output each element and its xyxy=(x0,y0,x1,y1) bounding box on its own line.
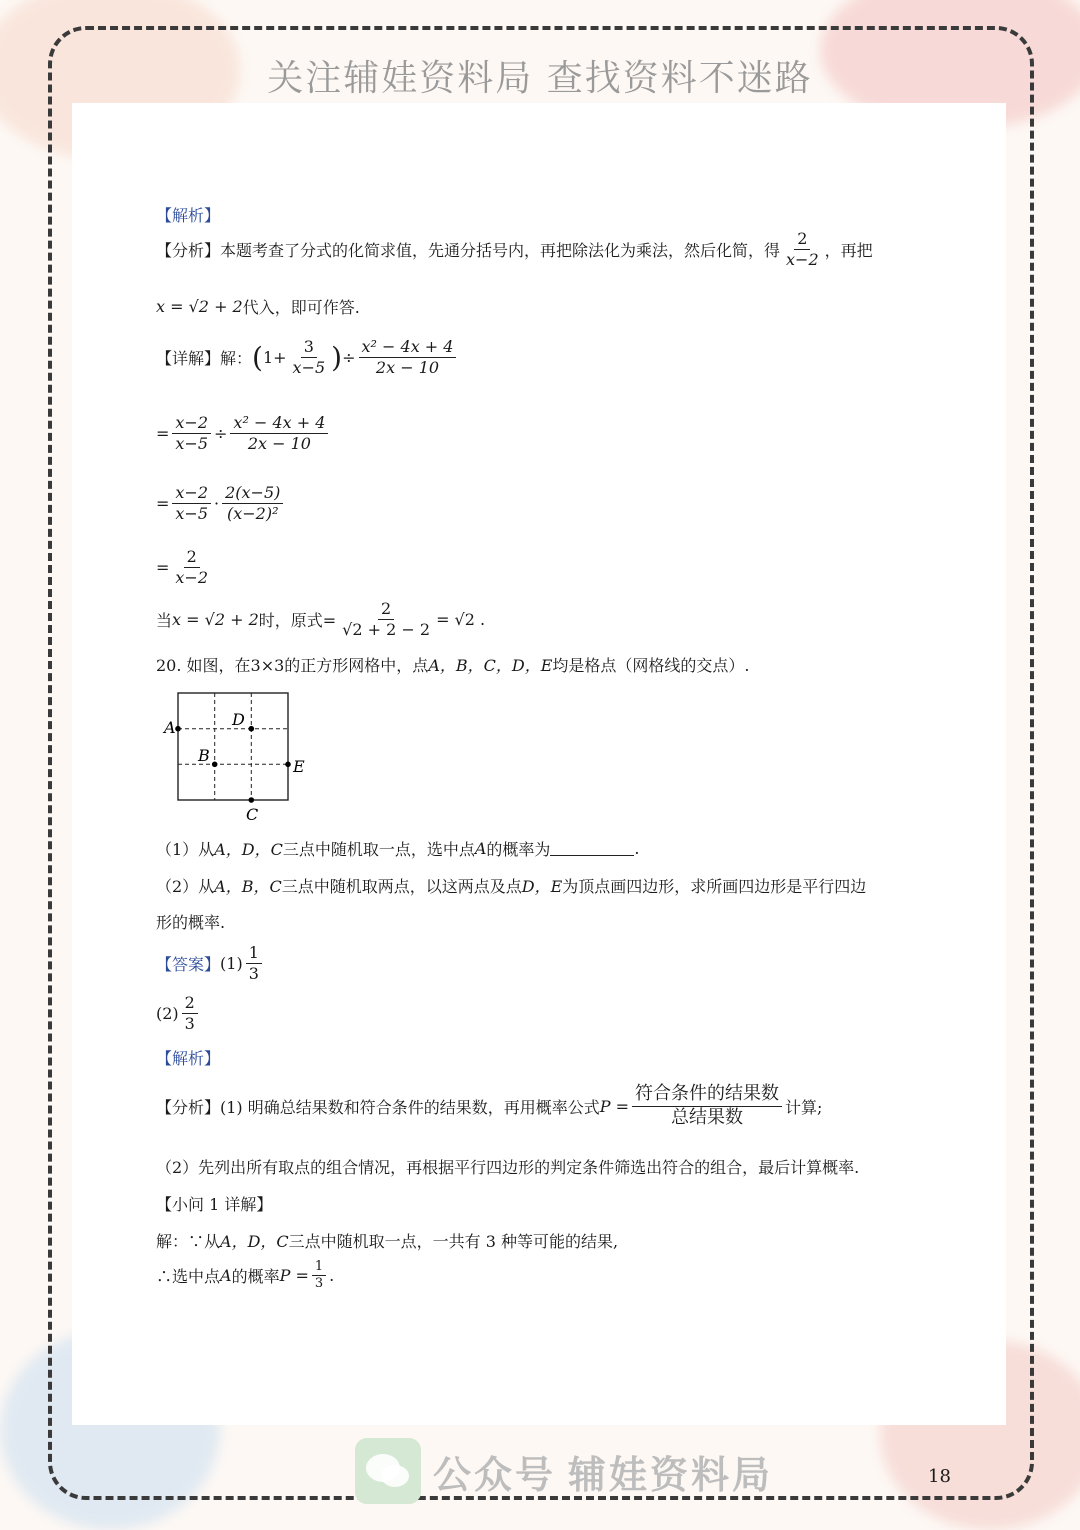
fraction: $\frac{\text{x² − 4x + 4}}{2x - 10}$ xyxy=(359,337,457,378)
point-b xyxy=(212,762,218,768)
page-number: 18 xyxy=(928,1466,951,1487)
fraction: $\frac{1}{3}$ xyxy=(312,1259,326,1293)
analysis-line xyxy=(156,295,360,318)
fraction: $\frac{\text{x² − 4x + 4}}{2x - 10}$ xyxy=(230,413,328,454)
analysis-text: 代入，即可作答. xyxy=(242,298,360,317)
solution-line: = $\frac{x-2}{x-5}$ ÷ $\frac{\text{x² − 4x + 4}}{2x - 10}$ xyxy=(156,413,331,454)
solution-line: = $\frac{x-2}{x-5}$ · $\frac{2(x-5)}{\text{(x−2)²}}$ xyxy=(156,483,286,524)
answer-blank xyxy=(550,841,634,856)
sub-heading: 【小问 1 详解】 xyxy=(156,1195,273,1214)
fraction: $\frac{2}{√2 + 2 - 2}$ xyxy=(342,599,431,639)
fraction: $\frac{x-2}{x-5}$ xyxy=(172,413,211,454)
answer-line: 【答案】 (1) $\frac{1}{3}$ xyxy=(156,943,265,984)
footer-brand: 辅娃资料局 xyxy=(568,1452,774,1497)
question-20: 20. 如图，在3×3的正方形网格中，点 A，B，C，D，E 均是格点（网格线的交点）. xyxy=(156,656,750,675)
subquestion-1: （1）从 A，D，C 三点中随机取一点，选中点 A 的概率为 . xyxy=(156,839,640,859)
analysis-line: 【分析】(1) 明确总结果数和符合条件的结果数，再用概率公式 P = $\frac{\text{符合条件的结果数}}{\text{总结果数}}$ 计算; xyxy=(156,1083,823,1128)
subquestion-2: （2）从 A，B，C 三点中随机取两点，以这两点及点 D，E 为顶点画四边形，求所画四边形是平行四边 xyxy=(156,877,867,896)
fraction: $\frac{2}{3}$ xyxy=(182,993,198,1034)
solution-label: 【详解】解： xyxy=(156,349,253,368)
label-b: B xyxy=(198,746,210,765)
analysis-line: （2）先列出所有取点的组合情况，再根据平行四边形的判定条件筛选出符合的组合，最后计算概率. xyxy=(156,1158,860,1177)
label-e: E xyxy=(293,757,305,776)
point-e xyxy=(285,762,291,768)
subquestion-2-cont: 形的概率. xyxy=(156,913,226,932)
point-a xyxy=(175,726,181,732)
fraction: $\frac{3}{x-5}$ xyxy=(292,337,326,377)
document-page xyxy=(72,103,1006,1425)
header-title: 关注辅娃资料局 查找资料不迷路 xyxy=(267,58,813,99)
section-label: 【解析】 xyxy=(156,206,221,225)
footer-watermark xyxy=(355,1438,773,1504)
fraction: $\frac{1}{3}$ xyxy=(246,943,262,984)
solution-line: 解：∵从 A，D，C 三点中随机取一点，一共有 3 种等可能的结果, xyxy=(156,1232,619,1251)
point-c xyxy=(249,797,255,803)
answer-line: (2) $\frac{2}{3}$ xyxy=(156,993,201,1034)
section-label: 【解析】 xyxy=(156,1049,221,1068)
solution-line: ∴选中点 A 的概率 P = $\frac{1}{3}$ . xyxy=(156,1259,335,1292)
solution-line: 【详解】解： ( 1+ $\frac{3}{x-5}$ ) ÷ $\frac{\text{x² − 4x + 4}}{2x - 10}$ xyxy=(156,337,459,378)
label-a: A xyxy=(164,718,176,737)
analysis-text: 【分析】本题考查了分式的化简求值，先通分括号内，再把除法化为乘法，然后化简，得 xyxy=(156,241,781,260)
grid-figure xyxy=(156,683,326,823)
fraction: $\frac{\text{符合条件的结果数}}{\text{总结果数}}$ xyxy=(632,1083,782,1129)
solution-line: = $\frac{2}{x-2}$ xyxy=(156,547,214,588)
label-c: C xyxy=(246,805,259,823)
math-expr: 1+ xyxy=(262,348,287,367)
fraction: $\frac{2}{x-2}$ xyxy=(175,547,209,587)
point-d xyxy=(249,726,255,732)
analysis-line xyxy=(156,229,873,270)
fraction: $\frac{2}{x-2}$ xyxy=(786,229,819,269)
analysis-text: ，再把 xyxy=(824,241,873,260)
fraction: $\frac{2(x-5)}{\text{(x−2)²}}$ xyxy=(222,483,283,524)
footer-label: 公众号 xyxy=(433,1452,557,1497)
fraction: $\frac{x-2}{x-5}$ xyxy=(172,483,211,524)
math-expr: x = √2 + 2 xyxy=(156,297,243,316)
wechat-icon xyxy=(355,1438,421,1504)
label-d: D xyxy=(232,710,245,729)
solution-line: 当 x = √2 + 2 时，原式= $\frac{2}{√2 + 2 - 2}$ = √2 . xyxy=(156,599,486,639)
